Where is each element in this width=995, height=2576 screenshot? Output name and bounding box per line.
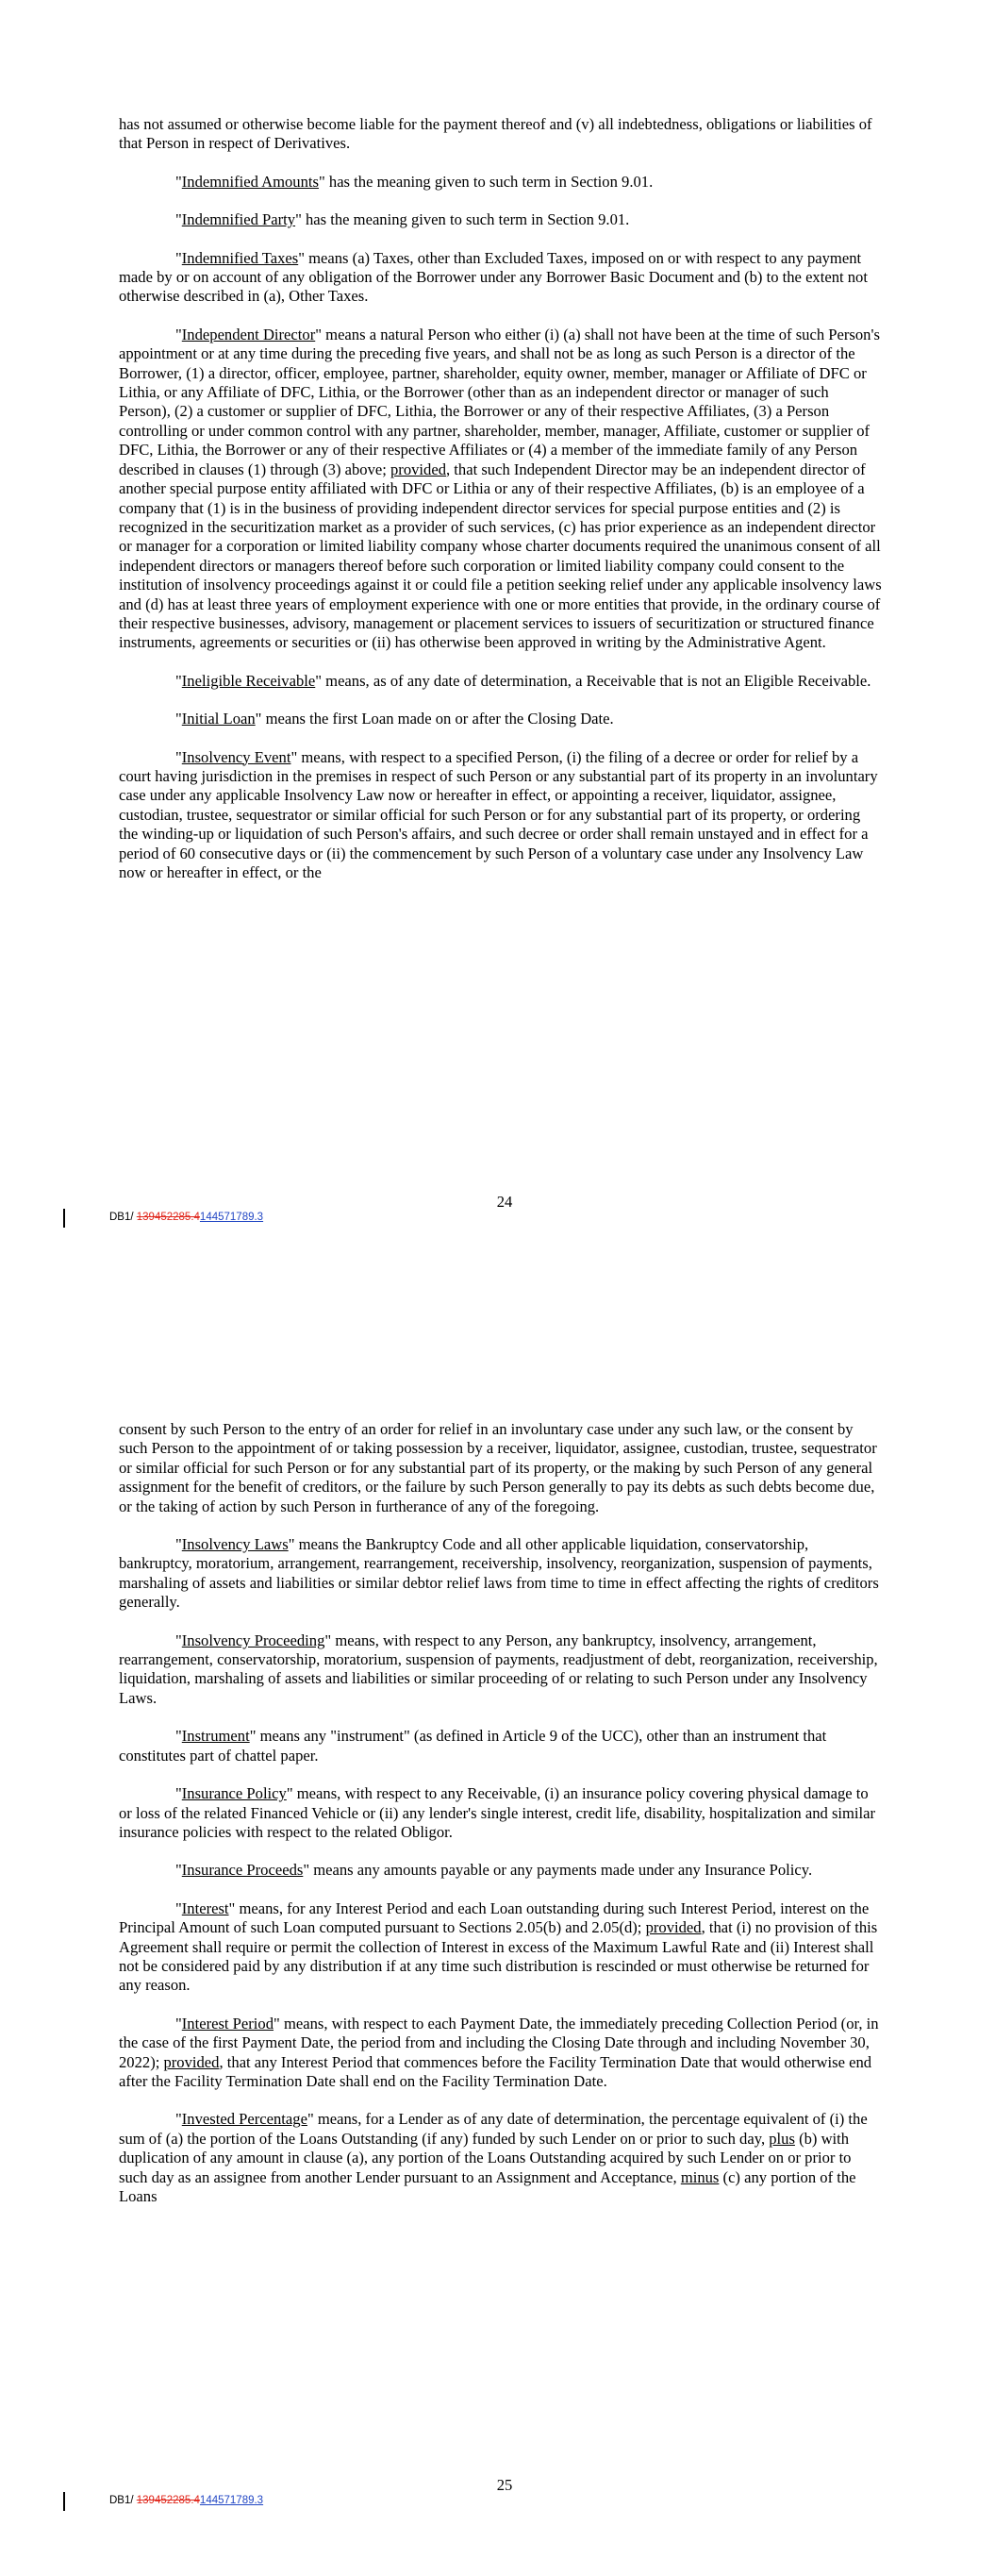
- defined-term: Interest Period: [181, 2014, 274, 2032]
- defined-term: Insurance Policy: [181, 1784, 287, 1803]
- definition-interest: "Interest" means, for any Interest Period and each Loan outstanding during such Interest Period, interest on the Principal Amount of such Loan computed pursuant to Sections 2.05(b) and 2.05(d); provided, that (i) no provision of this Agreement shall require or permit the collection of Interest in excess of the Maximum Lawful Rate and (ii) Interest shall not be considered paid by any distribution if at any time such distribution is rescinded or must otherwise be returned for any reason.: [119, 1899, 878, 1995]
- definition-insolvency-proceeding: "Insolvency Proceeding" means, with respect to any Person, any bankruptcy, insolvency, arrangement, rearrangement, conservatorship, moratorium, suspension of payments, readjustment of debt, reorganization, receivership, liquidation, marshaling of assets and liabilities or similar proceeding of or relating to such Person under any Insolvency Laws.: [119, 1631, 878, 1707]
- defined-term: Invested Percentage: [181, 2110, 307, 2129]
- change-bar: [63, 2492, 65, 2511]
- paragraph: has not assumed or otherwise become liable for the payment thereof and (v) all indebtedness, obligations or liabilities of that Person in respect of Derivatives.: [119, 115, 872, 153]
- definition-indemnified-taxes: "Indemnified Taxes" means (a) Taxes, other than Excluded Taxes, imposed on or with respect to any payment made by or on account of any obligation of the Borrower under any Borrower Basic Document and (b) to the extent not otherwise described in (a), Other Taxes.: [119, 248, 868, 306]
- inserted-document-id: 144571789.3: [199, 2495, 264, 2506]
- definition-insolvency-event: "Insolvency Event" means, with respect to a specified Person, (i) the filing of a decree or order for relief by a court having jurisdiction in the premises in respect of such Person or any substantial part of its property in an involuntary case under any applicable Insolvency Law now or hereafter in effect, or appointing a receiver, liquidator, assignee, custodian, trustee, sequestrator or similar official for such Person or for any substantial part of its property, or ordering the winding-up or liquidation of such Person's affairs, and such decree or order shall remain unstayed and in effect for a period of 60 consecutive days or (ii) the commencement by such Person of a voluntary case under any Insolvency Law now or hereafter in effect, or the: [119, 747, 878, 881]
- deleted-document-id: 139452285.4: [136, 2495, 200, 2506]
- defined-term: Indemnified Taxes: [181, 248, 299, 267]
- definition-initial-loan: "Initial Loan" means the first Loan made on or after the Closing Date.: [175, 710, 614, 728]
- change-bar: [63, 1209, 65, 1228]
- defined-term: Insolvency Laws: [181, 1535, 289, 1554]
- page-25: [0, 1288, 995, 2576]
- definition-indemnified-amounts: "Indemnified Amounts" has the meaning given to such term in Section 9.01.: [175, 172, 654, 191]
- deleted-document-id: 139452285.4: [136, 1212, 200, 1223]
- document-id-footer: DB1/ 139452285.4144571789.3: [109, 2495, 264, 2506]
- definition-indemnified-party: "Indemnified Party" has the meaning given to such term in Section 9.01.: [175, 210, 630, 229]
- page-number: 24: [496, 1193, 513, 1211]
- page-number: 25: [496, 2476, 513, 2494]
- defined-term: Instrument: [181, 1727, 250, 1746]
- definition-insurance-policy: "Insurance Policy" means, with respect to any Receivable, (i) an insurance policy covering physical damage to or loss of the related Financed Vehicle or (ii) any lender's single interest, credit life, disability, hospitalization and similar insurance policies with respect to the related Obligor.: [119, 1784, 876, 1841]
- defined-term: Insolvency Event: [181, 747, 291, 766]
- defined-term: Ineligible Receivable: [181, 671, 316, 690]
- inserted-document-id: 144571789.3: [199, 1212, 264, 1223]
- definition-invested-percentage: "Invested Percentage" means, for a Lender as of any date of determination, the percentage equivalent of (i) the sum of (a) the portion of the Loans Outstanding (if any) funded by such Lender on or prior to such day, plus (b) with duplication of any amount in clause (a), any portion of the Loans Outstanding acquired by such Lender on or prior to such day as an assignee from another Lender pursuant to an Assignment and Acceptance, minus (c) any portion of the Loans: [119, 2110, 868, 2205]
- definition-independent-director: "Independent Director" means a natural Person who either (i) (a) shall not have been at the time of such Person's appointment or at any time during the preceding five years, and shall not be as long as such Person is a director of the Borrower, (1) a director, officer, employee, partner, shareholder, equity owner, member, manager or Affiliate of DFC or Lithia, or any Affiliate of DFC, Lithia, or the Borrower (other than as an independent director or manager of such Person), (2) a customer or supplier of DFC, Lithia, the Borrower or any of their respective Affiliates, (3) a Person controlling or under common control with any partner, shareholder, member, manager, Affiliate, customer or supplier of DFC, Lithia, the Borrower or any of their respective Affiliates or (4) a member of the immediate family of any Person described in clauses (1) through (3) above; provided, that such Independent Director may be an independent director of another special purpose entity affiliated with DFC or Lithia or any of their respective Affiliates, (b) is an employee of a company that (1) is in the business of providing independent director services for special purpose entities and (2) is recognized in the securitization market as a provider of such services, (c) has prior experience as an independent director or manager for a corporation or limited liability company whose charter documents required the unanimous consent of all independent directors or managers thereof before such corporation or limited liability company could consent to the institution of insolvency proceedings against it or could file a petition seeking relief under any applicable insolvency laws and (d) has at least three years of employment experience with one or more entities that provide, in the ordinary course of their respective businesses, advisory, management or placement services to issuers of securitization or structured finance instruments, agreements or securities or (ii) has otherwise been approved in writing by the Administrative Agent.: [119, 325, 882, 652]
- definition-interest-period: "Interest Period" means, with respect to each Payment Date, the immediately preceding Collection Period (or, in the case of the first Payment Date, the period from and including the Closing Date through and including November 30, 2022); provided, that any Interest Period that commences before the Facility Termination Date that would otherwise end after the Facility Termination Date shall end on the Facility Termination Date.: [119, 2014, 879, 2090]
- defined-term: Indemnified Amounts: [181, 172, 319, 191]
- definition-ineligible-receivable: "Ineligible Receivable" means, as of any date of determination, a Receivable that is not an Eligible Receivable.: [175, 671, 871, 690]
- definition-insurance-proceeds: "Insurance Proceeds" means any amounts payable or any payments made under any Insurance Policy.: [175, 1861, 813, 1880]
- page-body: [119, 115, 883, 901]
- defined-term: Interest: [181, 1899, 229, 1917]
- page-body: [119, 1420, 883, 2225]
- defined-term: Initial Loan: [181, 710, 256, 728]
- defined-term: Insolvency Proceeding: [181, 1631, 325, 1649]
- definition-instrument: "Instrument" means any "instrument" (as defined in Article 9 of the UCC), other than an instrument that constitutes part of chattel paper.: [119, 1727, 827, 1765]
- defined-term: Independent Director: [181, 325, 316, 343]
- document-id-footer: DB1/ 139452285.4144571789.3: [109, 1212, 264, 1223]
- paragraph: consent by such Person to the entry of an order for relief in an involuntary case under any such law, or the consent by such Person to the appointment of or taking possession by a receiver, liquidator, assignee, custodian, trustee, sequestrator or similar official for such Person or for any substantial part of its property, or the making by such Person of any general assignment for the benefit of creditors, or the failure by such Person generally to pay its debts as such debts become due, or the taking of action by such Person in furtherance of any of the foregoing.: [119, 1420, 877, 1515]
- definition-insolvency-laws: "Insolvency Laws" means the Bankruptcy Code and all other applicable liquidation, conservatorship, bankruptcy, moratorium, arrangement, rearrangement, receivership, insolvency, reorganization, suspension of payments, marshaling of assets and liabilities or similar debtor relief laws from time to time in effect affecting the rights of creditors generally.: [119, 1535, 879, 1612]
- defined-term: Indemnified Party: [181, 210, 296, 229]
- defined-term: Insurance Proceeds: [181, 1861, 304, 1880]
